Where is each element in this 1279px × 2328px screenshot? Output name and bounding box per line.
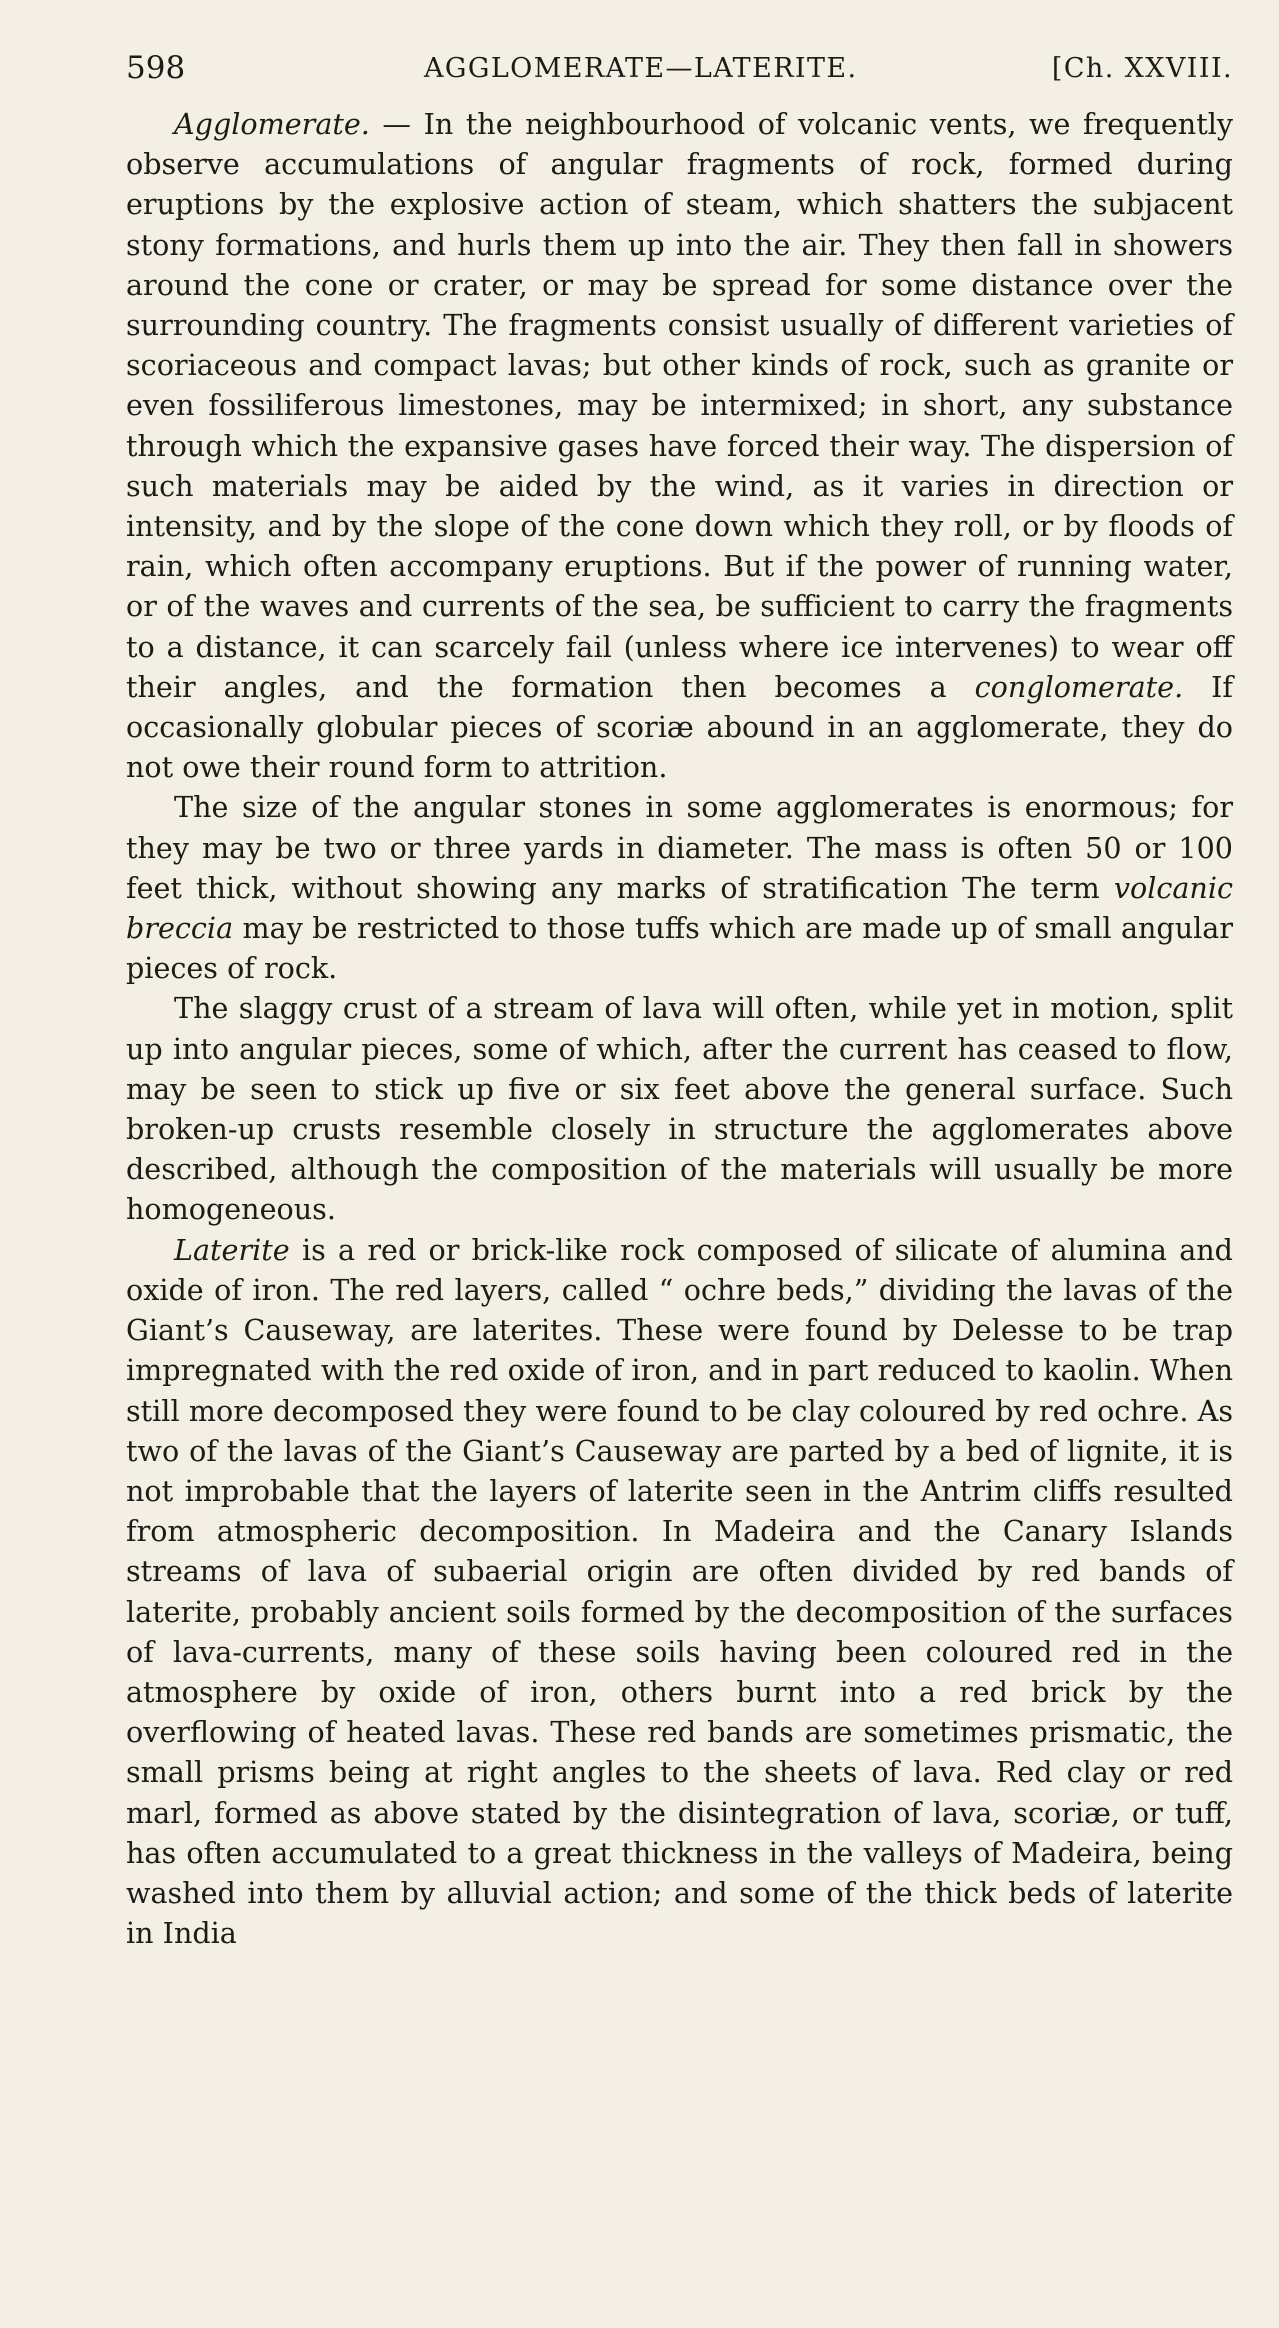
paragraph-text: If occasionally globular pieces of scoriæ abound in an agglomerate, they do not owe their round form to attrition. bbox=[126, 669, 1233, 785]
italic-term-volcanic-breccia: volcanic breccia bbox=[126, 870, 1233, 946]
running-title: AGGLOMERATE—LATERITE. bbox=[424, 53, 858, 84]
section-heading-agglomerate: Agglomerate. bbox=[174, 107, 370, 141]
paragraph-text: The slaggy crust of a stream of lava will often, while yet in motion, split up into angular pieces, some of which, after the current has ceased to flow, may be seen to stick up five or six feet above the general surface. Such broken-up crusts resemble closely in structure the agglomerates above described, although the composition of the materials will usually be more homogeneous. bbox=[126, 991, 1233, 1227]
page-number: 598 bbox=[126, 50, 186, 86]
paragraph-text: may be restricted to those tuffs which are made up of small angular pieces of rock. bbox=[126, 911, 1233, 986]
paragraph-agglomerate bbox=[126, 104, 1233, 787]
paragraph-text: is a red or brick-like rock composed of silicate of alumina and oxide of iron. The red layers, called “ ochre beds,” dividing the lavas of the Giant’s Causeway, are laterites. These were found by Delesse to be trap impregnated with the red oxide of iron, and in part reduced to kaolin. When still more decomposed they were found to be clay coloured by red ochre. As two of the lavas of the Giant’s Causeway are parted by a bed of lignite, it is not improbable that the layers of laterite seen in the Antrim cliffs resulted from atmospheric decomposition. In Madeira and the Canary Islands streams of lava of subaerial origin are often divided by red bands of laterite, probably ancient soils formed by the decomposition of the surfaces of lava-currents, many of these soils having been coloured red in the atmosphere by oxide of iron, others burnt into a red brick by the overflowing of heated lavas. These red bands are sometimes prismatic, the small prisms being at right angles to the sheets of lava. Red clay or red marl, formed as above stated by the disintegration of lava, scoriæ, or tuff, has often accumulated to a great thickness in the valleys of Madeira, being washed into them by alluvial action; and some of the thick beds of laterite in India bbox=[126, 1232, 1233, 1951]
chapter-reference: [Ch. XXVIII. bbox=[1051, 53, 1233, 84]
page-header bbox=[126, 50, 1233, 90]
paragraph-text: The size of the angular stones in some agglomerates is enormous; for they may be two or three yards in diameter. The mass is often 50 or 100 feet thick, without showing any marks of stratification The term bbox=[126, 790, 1233, 905]
paragraph-laterite bbox=[126, 1230, 1233, 1954]
paragraph-angular-stones bbox=[126, 787, 1233, 988]
italic-term-conglomerate: conglomerate. bbox=[974, 669, 1184, 704]
paragraph-slaggy-crust bbox=[126, 988, 1233, 1229]
section-heading-laterite: Laterite bbox=[174, 1232, 290, 1267]
paragraph-text: — In the neighbourhood of volcanic vents, we frequently observe accumulations of angular fragments of rock, formed during eruptions by the explosive action of steam, which shatters the subjacent stony formations, and hurls them up into the air. They then fall in showers around the cone or crater, or may be spread for some distance over the surrounding country. The fragments consist usually of different varieties of scoriaceous and compact lavas; but other kinds of rock, such as granite or even fossiliferous limestones, may be intermixed; in short, any substance through which the expansive gases have forced their way. The dispersion of such materials may be aided by the wind, as it varies in direction or intensity, and by the slope of the cone down which they roll, or by floods of rain, which often accompany eruptions. But if the power of running water, or of the waves and currents of the sea, be sufficient to carry the fragments to a distance, it can scarcely fail (unless where ice intervenes) to wear off their angles, and the formation then becomes a bbox=[126, 107, 1233, 704]
body-text bbox=[126, 104, 1233, 1953]
